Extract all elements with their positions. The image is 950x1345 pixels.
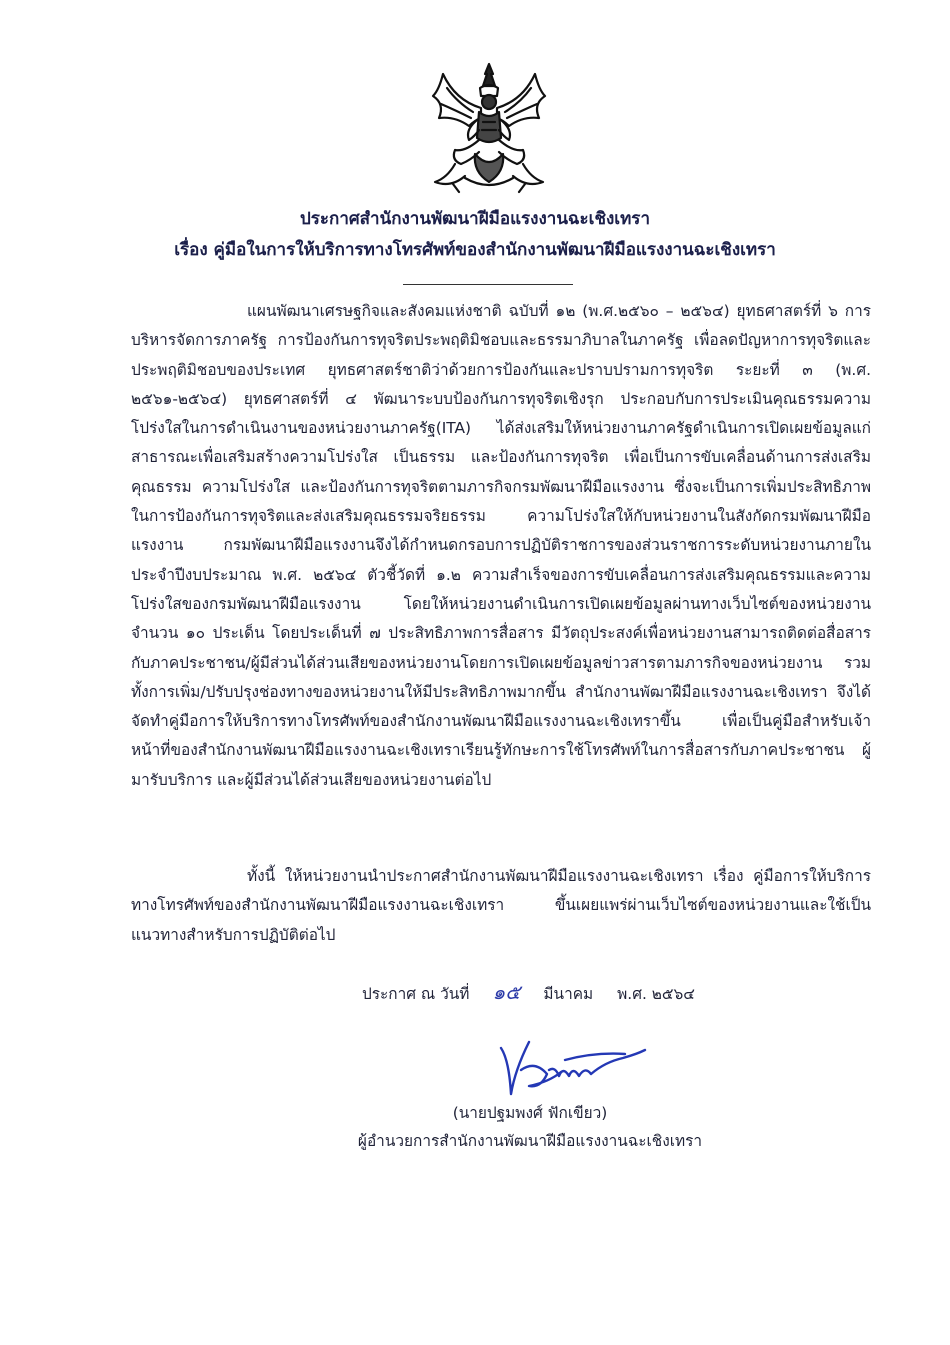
date-day-handwritten: ๑๕ xyxy=(492,980,521,1004)
signer-position: ผู้อำนวยการสำนักงานพัฒนาฝีมือแรงงานฉะเชิงเทรา xyxy=(357,1132,703,1150)
closing-paragraph: ทั้งนี้ ให้หน่วยงานนำประกาศสำนักงานพัฒนาฝีมือแรงงานฉะเชิงเทรา เรื่อง คู่มือการให้บริการทางโทรศัพท์ของสำนักงานพัฒนาฝีมือแรงงานฉะเชิงเทรา ขึ้นเผยแพร่ผ่านเว็บไซต์ของหน่วยงานและใช้เป็นแนวทางสำหรับการปฏิบัติต่อไป xyxy=(131,867,871,944)
body-paragraph: แผนพัฒนาเศรษฐกิจและสังคมแห่งชาติ ฉบับที่ ๑๒ (พ.ศ.๒๕๖๐ – ๒๕๖๔) ยุทธศาสตร์ที่ ๖ การบริหารจัดการภาครัฐ การป้องกันการทุจริตประพฤติมิชอบและธรรมาภิบาลในภาครัฐ เพื่อลดปัญหาการทุจริตและประพฤติมิชอบของประเทศ ยุทธศาสตร์ชาติว่าด้วยการป้องกันและปราบปรามการทุจริต ระยะที่ ๓ (พ.ศ. ๒๕๖๑-๒๕๖๔) ยุทธศาสตร์ที่ ๔ พัฒนาระบบป้องกันการทุจริตเชิงรุก ประกอบกับการประเมินคุณธรรมความโปร่งใสในการดำเนินงานของหน่วยงานภาครัฐ(ITA) ได้ส่งเสริมให้หน่วยงานภาครัฐดำเนินการเปิดเผยข้อมูลแก่สาธารณะเพื่อเสริมสร้างความโปร่งใส เป็นธรรม และป้องกันการทุจริต เพื่อเป็นการขับเคลื่อนด้านการส่งเสริมคุณธรรม ความโปร่งใส และป้องกันการทุจริตตามภารกิจกรมพัฒนาฝีมือแรงงาน ซึ่งจะเป็นการเพิ่มประสิทธิภาพในการป้องกันการทุจริตและส่งเสริมคุณธรรมจริยธรรม ความโปร่งใสให้กับหน่วยงานในสังกัดกรมพัฒนาฝีมือแรงงาน กรมพัฒนาฝีมือแรงงานจึงได้กำหนดกรอบการปฏิบัติราชการของส่วนราชการระดับหน่วยงานภายใน ประจำปีงบประมาณ พ.ศ. ๒๕๖๔ ตัวชี้วัดที่ ๑.๒ ความสำเร็จของการขับเคลื่อนการส่งเสริมคุณธรรมและความโปร่งใสของกรมพัฒนาฝีมือแรงงาน โดยให้หน่วยงานดำเนินการเปิดเผยข้อมูลผ่านทางเว็บไซต์ของหน่วยงาน จำนวน ๑๐ ประเด็น โดยประเด็นที่ ๗ ประสิทธิภาพการสื่อสาร มีวัตถุประสงค์เพื่อหน่วยงานสามารถติดต่อสื่อสารกับภาคประชาชน/ผู้มีส่วนได้ส่วนเสียของหน่วยงานโดยการเปิดเผยข้อมูลข่าวสารตามภารกิจของหน่วยงาน รวมทั้งการเพิ่ม/ปรับปรุงช่องทางของหน่วยงานให้มีประสิทธิภาพมากขึ้น สำนักงานพัฒาฝีมือแรงงานฉะเชิงเทรา จึงได้จัดทำคู่มือการให้บริการทางโทรศัพท์ของสำนักงานพัฒนาฝีมือแรงงานฉะเชิงเทราขึ้น เพื่อเป็นคู่มือสำหรับเจ้าหน้าที่ของสำนักงานพัฒนาฝีมือแรงงานฉะเชิงเทราเรียนรู้ทักษะการใช้โทรศัพท์ในการสื่อสารกับภาคประชาชน ผู้มารับบริการ และผู้มีส่วนได้ส่วนเสียของหน่วยงานต่อไป xyxy=(131,302,871,789)
announcement-date xyxy=(362,976,695,1008)
title-divider xyxy=(403,284,573,285)
garuda-emblem-icon xyxy=(425,60,553,195)
announcement-title: ประกาศสำนักงานพัฒนาฝีมือแรงงานฉะเชิงเทรา xyxy=(299,209,650,229)
handwritten-signature xyxy=(495,1030,655,1102)
signer-name: (นายปฐมพงศ์ ฟักเขียว) xyxy=(452,1104,608,1122)
announcement-subject: เรื่อง คู่มือในการให้บริการทางโทรศัพท์ของสำนักงานพัฒนาฝีมือแรงงานฉะเชิงเทรา xyxy=(174,240,776,260)
date-prefix: ประกาศ ณ วันที่ xyxy=(362,985,470,1003)
date-year: พ.ศ. ๒๕๖๔ xyxy=(617,985,695,1003)
date-month: มีนาคม xyxy=(543,985,594,1003)
